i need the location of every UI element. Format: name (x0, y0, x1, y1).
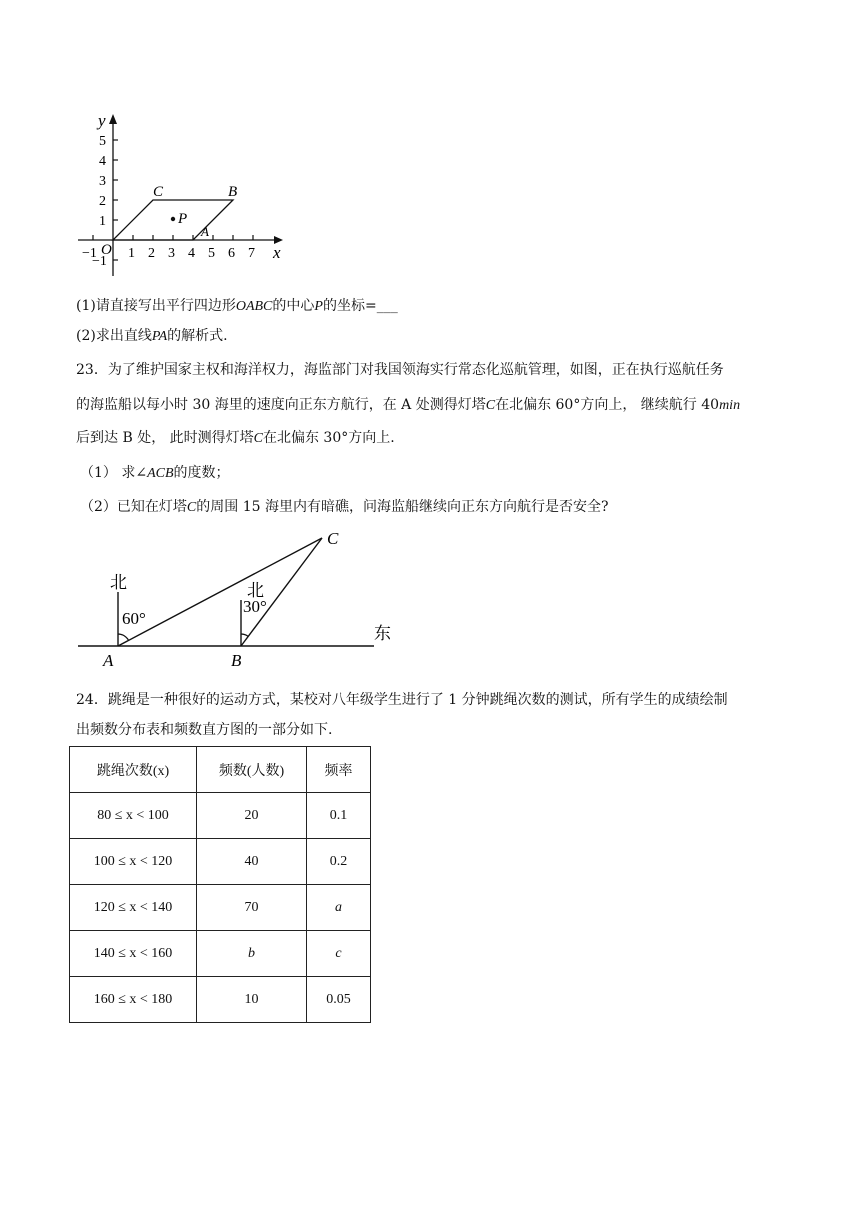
x-tick-label: 6 (228, 246, 235, 261)
table-cell: 80 ≤ x < 100 (70, 793, 197, 839)
x-axis-label: x (273, 243, 281, 262)
x-tick-label: 4 (188, 246, 195, 261)
q23-sub2: （2）已知在灯塔C的周围 15 海里内有暗礁，问海监船继续向正东方向航行是否安全? (80, 499, 609, 515)
q23-line1: 23．为了维护国家主权和海洋权力，海监部门对我国领海实行常态化巡航管理，如图，正在执行巡航任务 (76, 362, 724, 378)
table-cell: 10 (197, 977, 307, 1023)
x-tick-label: 3 (168, 246, 175, 261)
north-label-b: 北 (247, 581, 264, 600)
table-cell: 40 (197, 839, 307, 885)
angle-label-60: 60° (122, 609, 146, 628)
segment-ac (118, 538, 322, 646)
table-cell: b (197, 931, 307, 977)
y-tick-label: 2 (99, 194, 106, 209)
angle-label-30: 30° (243, 597, 267, 616)
q23-line3: 后到达 B 处， 此时测得灯塔C在北偏东 30°方向上. (76, 430, 395, 446)
y-tick-label: −1 (92, 254, 107, 269)
coordinate-figure (70, 108, 290, 280)
q23-line2: 的海监船以每小时 30 海里的速度向正东方航行，在 A 处测得灯塔C在北偏东 60°方向上， 继续航行 40min (76, 397, 741, 413)
north-label-a: 北 (110, 573, 127, 592)
q22-part2: (2)求出直线PA的解析式. (76, 328, 228, 344)
table-cell: 160 ≤ x < 180 (70, 977, 197, 1023)
table-row (70, 885, 371, 931)
q24-line1: 24．跳绳是一种很好的运动方式，某校对八年级学生进行了 1 分钟跳绳次数的测试，所有学生的成绩绘制 (76, 692, 728, 708)
label-b: B (231, 651, 242, 670)
table-cell: 120 ≤ x < 140 (70, 885, 197, 931)
label-b: B (228, 184, 238, 200)
y-axis-arrow (109, 114, 117, 124)
y-tick-label: 1 (99, 214, 106, 229)
table-cell: 0.1 (307, 793, 371, 839)
x-tick-label: 5 (208, 246, 215, 261)
q23-sub1: （1） 求∠ACB的度数； (80, 465, 230, 481)
table-header-cell: 频率 (307, 747, 371, 793)
angle-arc-b (241, 634, 248, 636)
y-axis-label: y (98, 111, 106, 130)
q24-line2: 出频数分布表和频数直方图的一部分如下. (76, 722, 333, 738)
table-row (70, 793, 371, 839)
navigation-figure (70, 526, 410, 672)
y-tick-label: 5 (99, 134, 106, 149)
x-tick-label: −1 (82, 246, 97, 261)
table-row (70, 931, 371, 977)
east-label: 东 (374, 624, 391, 643)
table-cell: 20 (197, 793, 307, 839)
q22-part1: (1)请直接写出平行四边形OABC的中心P的坐标=___ (76, 298, 398, 314)
table-row (70, 977, 371, 1023)
y-tick-label: 3 (99, 174, 106, 189)
table-row (70, 839, 371, 885)
table-cell: 100 ≤ x < 120 (70, 839, 197, 885)
origin-label: O (101, 242, 112, 258)
x-tick-label: 1 (128, 246, 135, 261)
table-cell: a (307, 885, 371, 931)
label-c: C (153, 184, 164, 200)
frequency-table (69, 746, 371, 1023)
x-tick-label: 7 (248, 246, 255, 261)
table-header-row (70, 747, 371, 793)
table-cell: 0.05 (307, 977, 371, 1023)
point-p (171, 217, 175, 221)
label-a: A (201, 224, 209, 239)
table-header-cell: 跳绳次数(x) (70, 747, 197, 793)
angle-arc-a (118, 634, 129, 640)
label-a: A (103, 651, 114, 670)
label-p: P (178, 211, 188, 227)
table-cell: 70 (197, 885, 307, 931)
table-cell: 140 ≤ x < 160 (70, 931, 197, 977)
table-header-cell: 频数(人数) (197, 747, 307, 793)
x-tick-label: 2 (148, 246, 155, 261)
table-cell: c (307, 931, 371, 977)
y-tick-label: 4 (99, 154, 106, 169)
label-c: C (327, 529, 339, 548)
table-cell: 0.2 (307, 839, 371, 885)
